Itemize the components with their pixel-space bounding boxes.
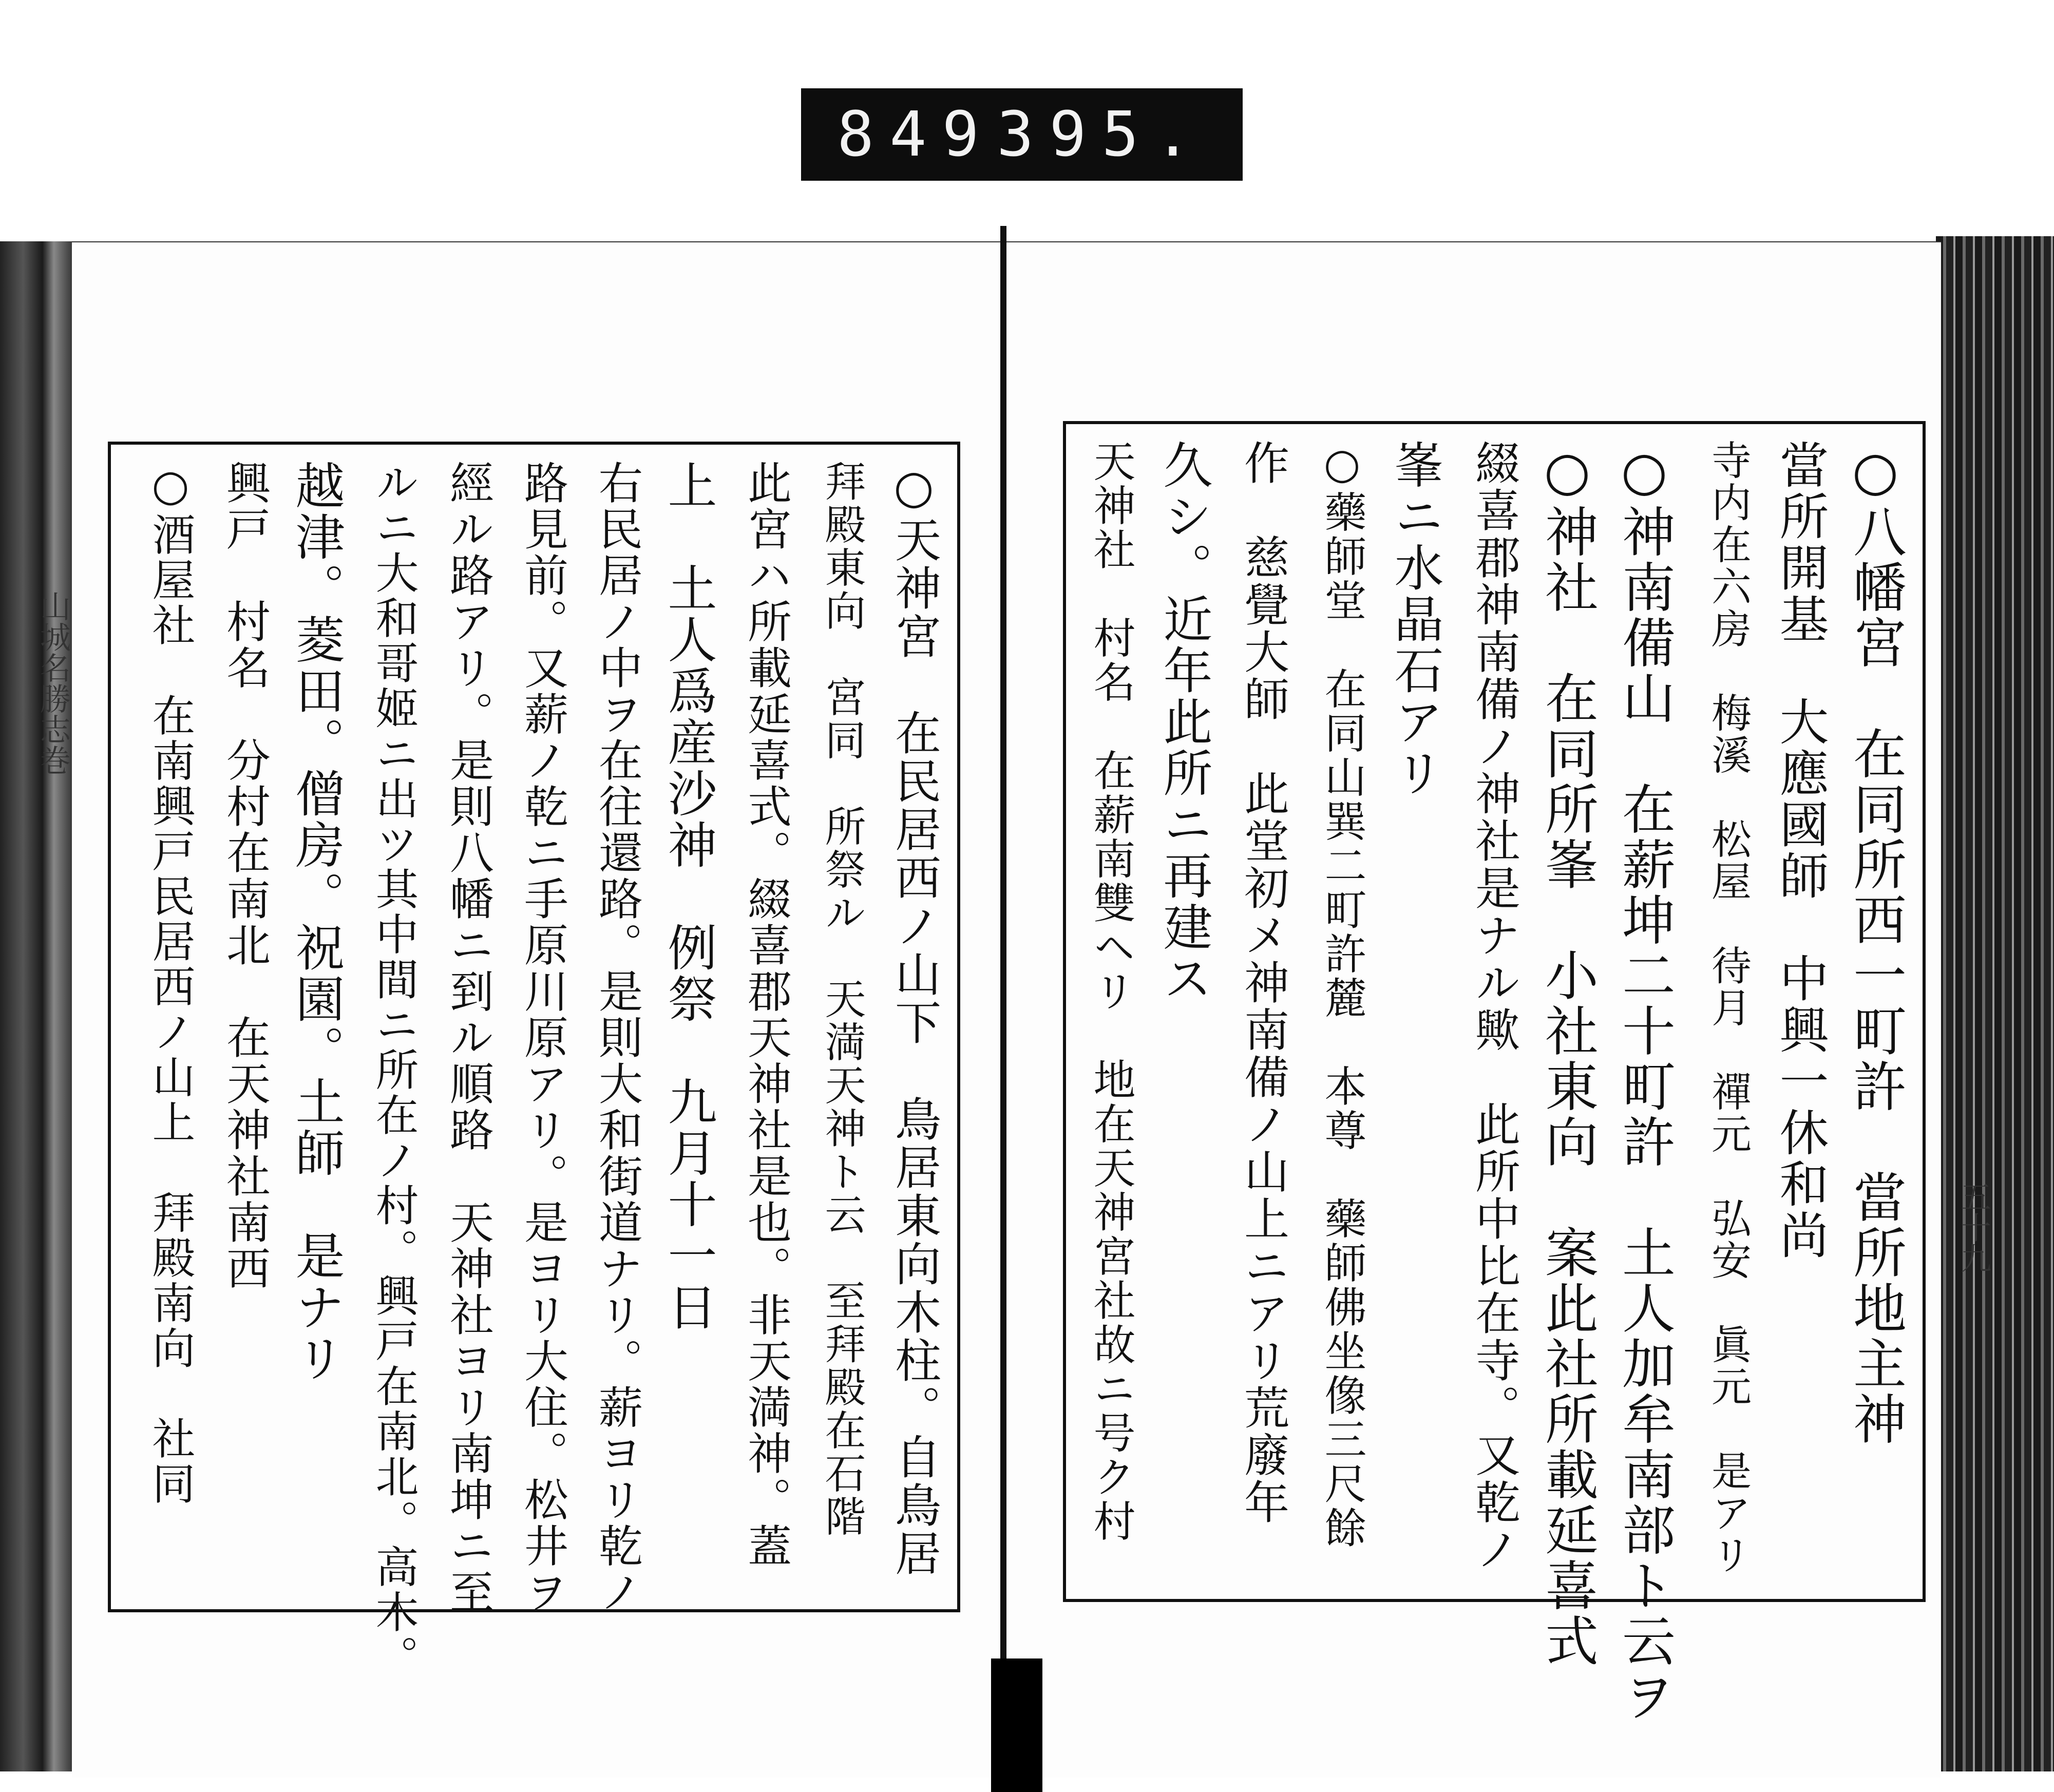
text-column: 上 土人爲産沙神 例祭 九月十一日 [660,460,717,1333]
right-edge-label: 五十九 [1955,1181,1991,1273]
text-column: ○天神宮 在民居西ノ山下 鳥居東向木柱。自鳥居 [887,460,941,1578]
text-column: 興戸 村名 分村在南北 在天神社南西 [219,460,270,1292]
text-column: ○八幡宮 在同所西一町許 當所地主神 [1844,440,1907,1447]
text-column: 越津。菱田。僧房。祝園。土師 是ナリ [288,460,345,1384]
text-column: 峯ニ水晶石アリ [1386,440,1444,799]
text-column: 經ル路アリ。是則八幡ニ到ル順路 天神社ヨリ南坤ニ至 [442,460,493,1615]
text-column: ○藥師堂 在同山巽二町許麓 本尊 藥師佛坐像三尺餘 [1318,440,1366,1550]
right-page-text-frame [1063,421,1926,1724]
text-column: ○神社 在同所峯 小社東向 案此社所載延喜式 [1536,440,1599,1669]
text-column: 寺内在六房 梅溪 松屋 待月 禪元 弘安 眞元 是アリ [1705,440,1751,1576]
text-column: ルニ大和哥姬ニ出ツ其中間ニ所在ノ村。興戸在南北。高木。 [369,460,419,1680]
film-reel-number: 849 [837,99,995,170]
book-edge-right [1936,236,2054,1771]
text-column: ○神南備山 在薪坤二十町許 土人加牟南部ト云ヲ [1613,440,1676,1724]
text-column: 天神社 村名 在薪南雙ヘリ 地在天神宮社故ニ号ク村 [1087,440,1135,1543]
text-column: ○酒屋社 在南興戸民居西ノ山上 拜殿南向 社同 [145,460,196,1507]
text-column: 當所開基 大應國師 中興一休和尚 [1772,440,1829,1261]
spine-tab [991,1658,1042,1792]
film-frame-number: 395. [997,99,1207,170]
text-column: 路見前。又薪ノ乾ニ手原川原アリ。是ヨリ大住。松井ヲ [517,460,568,1615]
text-column: 右民居ノ中ヲ在往還路。是則大和街道ナリ。薪ヨリ乾ノ [591,460,642,1615]
text-column: 此宮ハ所載延喜式。綴喜郡天神社是也。非天満神。蓋 [740,460,791,1569]
text-column: 作 慈覺大師 此堂初メ神南備ノ山上ニアリ荒廢年 [1237,440,1290,1526]
text-column: 綴喜郡神南備ノ神社是ナル歟 此所中比在寺。又乾ノ [1468,440,1521,1573]
left-binding-title: 山城名勝志巻 [35,590,71,775]
book-edge-left [0,241,77,1771]
left-page-text-frame [108,442,960,1680]
text-column: 拜殿東向 宮同 所祭ル 天満天神ト云 至拜殿在石階 [818,460,866,1538]
gutter [1000,226,1006,1658]
text-column: 久シ。近年此所ニ再建ス [1155,440,1213,1004]
microfilm-frame-label [801,88,1243,181]
